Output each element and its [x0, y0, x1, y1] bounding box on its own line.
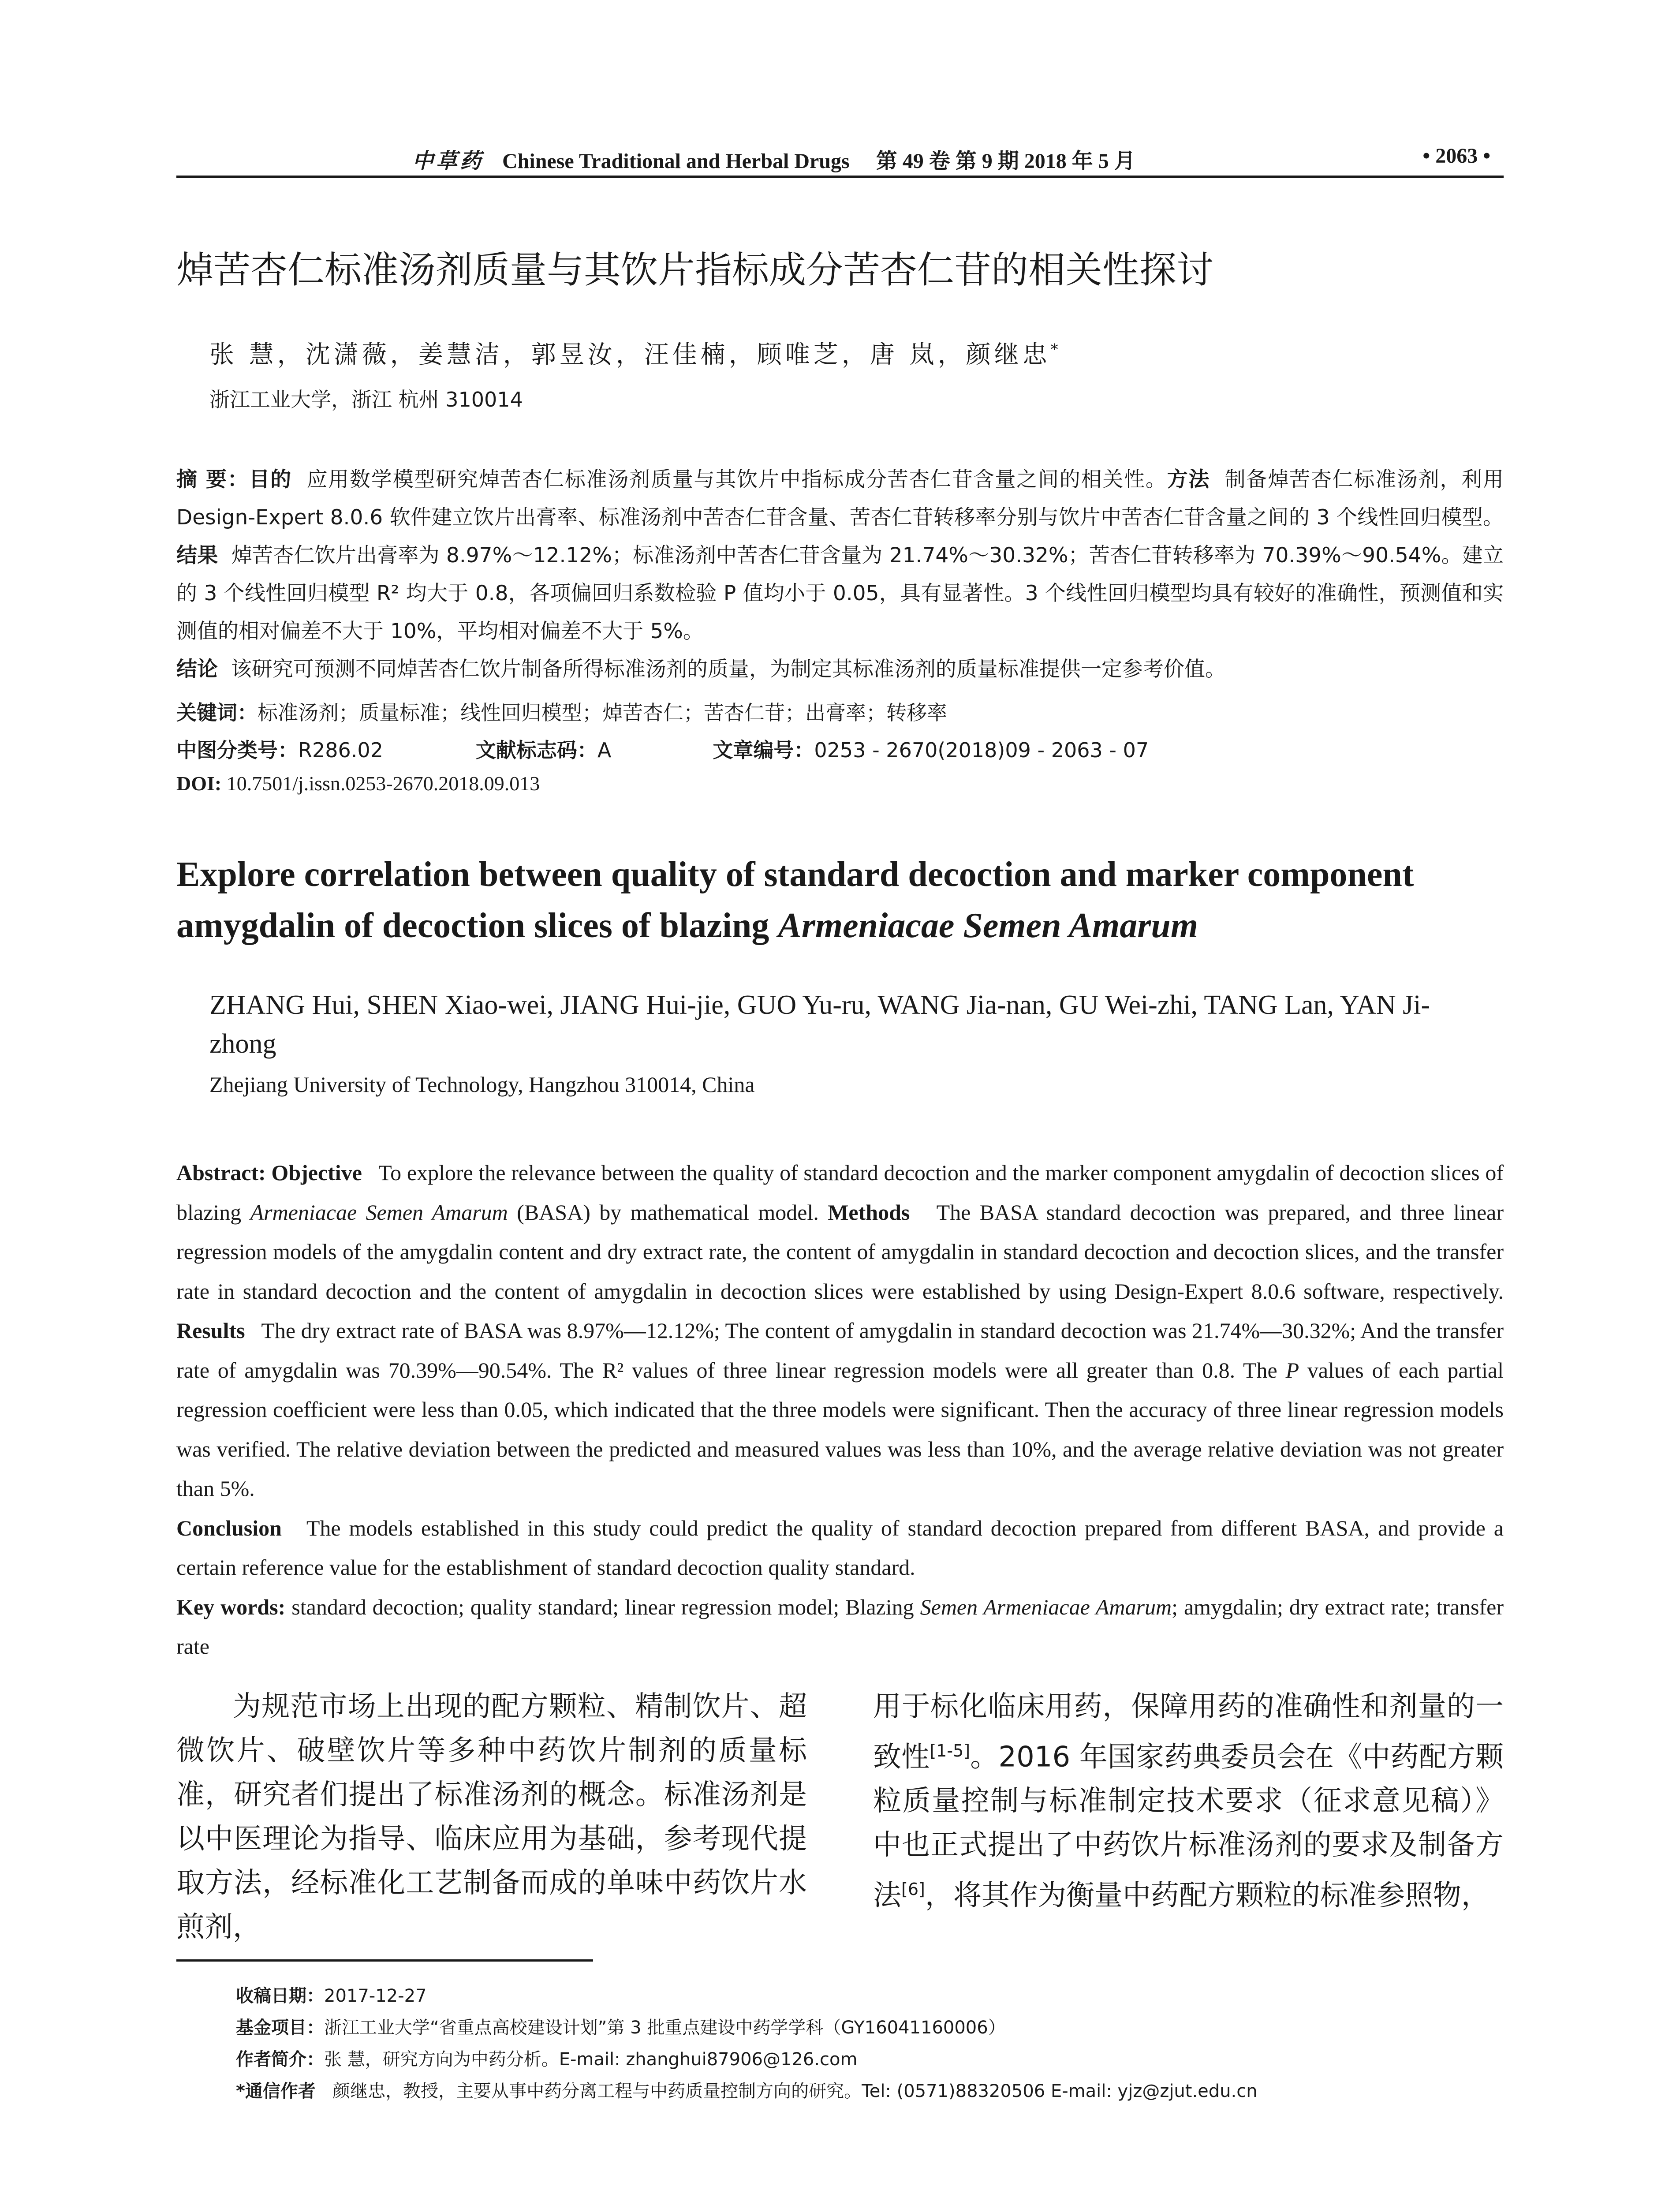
abstract-cn-methods: 制备焯苦杏仁标准汤剂，利用 Design-Expert 8.0.6 软件建立饮片出膏率、标准汤剂中苦杏仁苷含量、苦杏仁苷转移率分别与饮片中苦杏仁苷含量之间的 3 个线性回归模型。 — [176, 467, 1504, 530]
abstract-en-conclusion-label: Conclusion — [176, 1515, 282, 1540]
abstract-en-objective-label: Objective — [271, 1160, 362, 1185]
abstract-en-objective: To explore the relevance between the quality of standard decoction and the marker component amygdalin of decoction slices of blazing — [176, 1160, 1504, 1225]
abstract-cn-results-label: 结果 — [176, 543, 218, 568]
keywords-en-species: Semen Armeniacae Amarum — [920, 1594, 1172, 1619]
abstract-en-results-end: values of each partial regression coefficient were less than 0.05, which indicated that the three models were significant. Then the accuracy of three linear regression models was verified. The relative deviation between the predicted and measured values was less than 10%, and the average relative deviation was not greater than 5%. — [176, 1357, 1504, 1501]
abstract-cn-methods-label: 方法 — [1167, 467, 1210, 492]
corresponding-mark: * — [1050, 340, 1062, 359]
title-en-line2: amygdalin of decoction slices of blazing — [176, 906, 778, 945]
received-value: 2017-12-27 — [324, 1986, 427, 2006]
title-en-species: Armeniacae Semen Amarum — [778, 906, 1198, 945]
footnote-divider — [176, 1959, 593, 1962]
abstract-en-methods: The BASA standard decoction was prepared, and three linear regression models of the amygdalin content and dry extract rate, the content of amygdalin in standard decoction and decoction slices, and the transfer rate in standard decoction and the content of amygdalin in decoction slices were established by using Design-Expert 8.0.6 software, respectively. — [176, 1200, 1504, 1304]
author-label: 作者简介： — [236, 2049, 324, 2070]
fund-value: 浙江工业大学“省重点高校建设计划”第 3 批重点建设中药学学科（GY16041160006） — [324, 2018, 1006, 2038]
journal-title-en: Chinese Traditional and Herbal Drugs — [502, 149, 850, 173]
keywords-en-text: standard decoction; quality standard; linear regression model; Blazing — [291, 1594, 920, 1619]
title-english — [176, 849, 1504, 951]
footnote-received — [236, 1980, 1501, 2012]
abstract-en-species: Armeniacae Semen Amarum — [250, 1200, 508, 1225]
body-column-right — [873, 1685, 1504, 1918]
footnote-author — [236, 2044, 1501, 2075]
clc-label: 中图分类号： — [176, 738, 298, 762]
abstract-cn-conclusion: 该研究可预测不同焯苦杏仁饮片制备所得标准汤剂的质量，为制定其标准汤剂的质量标准提供一定参考价值。 — [231, 657, 1226, 681]
abstract-cn-objective: 应用数学模型研究焯苦杏仁标准汤剂质量与其饮片中指标成分苦杏仁苷含量之间的相关性。 — [306, 467, 1167, 492]
title-en-line1: Explore correlation between quality of standard decoction and marker component — [176, 855, 1414, 894]
authors-english: ZHANG Hui, SHEN Xiao-wei, JIANG Hui-jie, GUO Yu-ru, WANG Jia-nan, GU Wei-zhi, TANG Lan, YAN Ji-zhong — [209, 990, 1430, 1059]
body-right-part2: 。2016 年国家药典委员会在《中药配方颗粒质量控制与标准制定技术要求（征求意见稿）》中也正式提出了中药饮片标准汤剂的要求及制备方法 — [873, 1741, 1504, 1912]
page-number: • 2063 • — [1422, 144, 1490, 168]
authors-chinese-names: 张 慧，沈潇薇，姜慧洁，郭昱汝，汪佳楠，顾唯芝，唐 岚，颜继忠 — [209, 340, 1051, 369]
abstract-en-methods-label: Methods — [828, 1200, 910, 1225]
corresponding-value: 颜继忠，教授，主要从事中药分离工程与中药质量控制方向的研究。Tel: (0571)88320506 E-mail: yjz@zjut.edu.cn — [332, 2081, 1258, 2101]
received-label: 收稿日期： — [236, 1986, 324, 2006]
running-header — [176, 140, 1504, 178]
authors-chinese — [209, 335, 1062, 370]
abstract-cn-results: 焯苦杏仁饮片出膏率为 8.97%～12.12%；标准汤剂中苦杏仁苷含量为 21.74%～30.32%；苦杏仁苷转移率为 70.39%～90.54%。建立的 3 个线性回归模型 R² 均大于 0.8，各项偏回归系数检验 P 值均小于 0.05，具有显著性。3 个线性回归模型均具有较好的准确性，预测值和实测值的相对偏差不大于 10%，平均相对偏差不大于 5%。 — [176, 543, 1504, 643]
classification-line — [176, 734, 1149, 763]
keywords-cn-text: 标准汤剂；质量标准；线性回归模型；焯苦杏仁；苦杏仁苷；出膏率；转移率 — [258, 701, 947, 725]
footnote-fund — [236, 2012, 1501, 2044]
abstract-cn-conclusion-label: 结论 — [176, 657, 218, 681]
footnote-corresponding — [236, 2075, 1501, 2107]
abstract-en-results: The dry extract rate of BASA was 8.97%—12.12%; The content of amygdalin in standard decoction was 21.74%—30.32%; And the transfer rate of amygdalin was 70.39%—90.54%. The R² values of three linear regression models were all greater than 0.8. The — [176, 1318, 1504, 1383]
keywords-chinese — [176, 697, 947, 726]
fund-label: 基金项目： — [236, 2018, 324, 2038]
article-no-value: 0253 - 2670(2018)09 - 2063 - 07 — [814, 738, 1149, 762]
doi-label: DOI: — [176, 772, 222, 795]
abstract-en-label: Abstract: — [176, 1160, 266, 1185]
body-column-left: 为规范市场上出现的配方颗粒、精制饮片、超微饮片、破壁饮片等多种中药饮片制剂的质量标准，研究者们提出了标准汤剂的概念。标准汤剂是以中医理论为指导、临床应用为基础，参考现代提取方法，经标准化工艺制备而成的单味中药饮片水煎剂， — [176, 1690, 807, 1943]
doi-value: 10.7501/j.issn.0253-2670.2018.09.013 — [226, 772, 540, 795]
footnotes — [236, 1980, 1501, 2107]
citation-6: [6] — [901, 1880, 925, 1899]
affiliation-english: Zhejiang University of Technology, Hangzhou 310014, China — [209, 1072, 755, 1097]
doc-code-value: A — [597, 738, 612, 762]
keywords-en-text-end: ; amygdalin; dry extract rate; transfer rate — [176, 1594, 1504, 1659]
journal-name — [412, 144, 1135, 174]
author-value: 张 慧，研究方向为中药分析。E-mail: zhanghui87906@126.com — [324, 2049, 858, 2070]
affiliation-chinese: 浙江工业大学，浙江 杭州 310014 — [209, 388, 523, 411]
title-chinese: 焯苦杏仁标准汤剂质量与其饮片指标成分苦杏仁苷的相关性探讨 — [176, 248, 1214, 292]
abstract-en-results-label: Results — [176, 1318, 245, 1343]
abstract-en-objective-end: (BASA) by mathematical model. — [508, 1200, 819, 1225]
keywords-en-label: Key words: — [176, 1594, 286, 1619]
article-no-label: 文章编号： — [713, 738, 814, 762]
body-right-part3: ，将其作为衡量中药配方颗粒的标准参照物， — [925, 1879, 1490, 1912]
abstract-cn-objective-label: 目的 — [249, 467, 292, 492]
volume-issue: 第 49 卷 第 9 期 2018 年 5 月 — [876, 149, 1135, 173]
body-right-part1: 用于标化临床用药，保障用药的准确性和剂量的一致性 — [873, 1690, 1504, 1774]
abstract-chinese — [176, 461, 1504, 688]
clc-value: R286.02 — [298, 738, 383, 762]
doc-code-label: 文献标志码： — [475, 738, 597, 762]
abstract-en-p: P — [1285, 1357, 1299, 1383]
corresponding-label: *通信作者 — [236, 2081, 316, 2101]
body-text — [176, 1685, 1504, 1943]
doi-line — [176, 772, 540, 795]
abstract-english — [176, 1153, 1504, 1667]
abstract-cn-label: 摘 要： — [176, 467, 249, 492]
keywords-cn-label: 关键词： — [176, 701, 258, 725]
journal-logo: 中草药 — [412, 149, 484, 173]
abstract-en-conclusion: The models established in this study could predict the quality of standard decoction prepared from different BASA, and provide a certain reference value for the establishment of standard decoction quality standard. — [176, 1515, 1504, 1580]
citation-1-5: [1-5] — [930, 1741, 971, 1760]
